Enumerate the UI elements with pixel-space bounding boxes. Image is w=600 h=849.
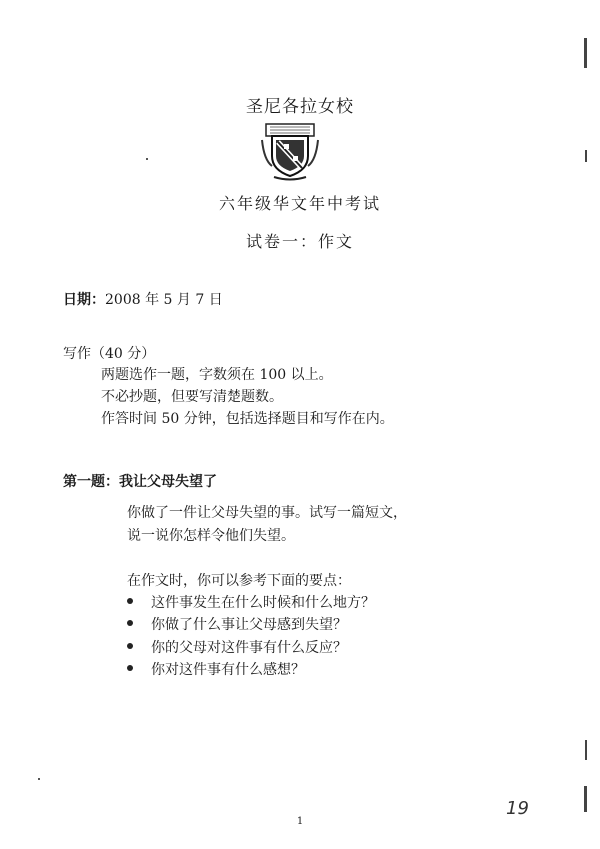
school-crest-icon [258, 120, 322, 182]
list-item [127, 659, 305, 679]
instruction-line: 作答时间 50 分钟，包括选择题目和写作在内。 [101, 411, 394, 427]
writing-heading: 写作（40 分） [63, 346, 156, 362]
point-text: 这件事发生在什么时候和什么地方？ [151, 595, 375, 611]
scan-edge-mark [585, 740, 587, 760]
question-1-paragraph-line: 说一说你怎样令他们失望。 [127, 528, 295, 544]
instruction-line: 不必抄题，但要写清楚题数。 [101, 389, 283, 405]
reference-intro: 在作文时，你可以参考下面的要点： [127, 573, 351, 589]
bullet-icon [127, 643, 133, 649]
scan-edge-mark [584, 786, 587, 812]
instruction-line: 两题选作一题，字数须在 100 以上。 [101, 367, 333, 383]
date-line [63, 289, 223, 309]
point-text: 你的父母对这件事有什么反应？ [151, 640, 347, 656]
date-label: 日期： [63, 292, 105, 308]
list-item [127, 614, 347, 634]
scan-speck [38, 778, 40, 780]
question-1-heading: 第一题：我让父母失望了 [63, 474, 217, 490]
list-item [127, 592, 375, 612]
question-1-paragraph-line: 你做了一件让父母失望的事。试写一篇短文， [127, 505, 407, 521]
page-number: 1 [296, 816, 304, 827]
exam-title: 六年级华文年中考试 [218, 194, 381, 213]
bullet-icon [127, 665, 133, 671]
point-text: 你对这件事有什么感想？ [151, 662, 305, 678]
scan-edge-mark [584, 38, 587, 68]
school-name: 圣尼各拉女校 [246, 97, 354, 117]
paper-title: 试卷一：作文 [245, 232, 354, 251]
handwritten-page-number: 19 [506, 798, 529, 819]
bullet-icon [127, 620, 133, 626]
list-item [127, 637, 347, 657]
scan-speck [146, 158, 148, 160]
date-value: 2008 年 5 月 7 日 [105, 292, 223, 308]
point-text: 你做了什么事让父母感到失望？ [151, 617, 347, 633]
bullet-icon [127, 598, 133, 604]
scan-edge-mark [585, 150, 587, 162]
